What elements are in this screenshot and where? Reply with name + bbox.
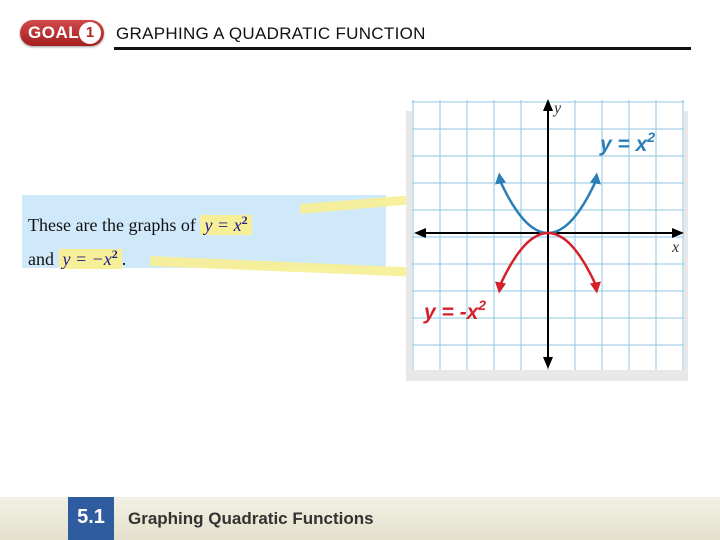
footer-bar: [0, 497, 720, 540]
x-axis-label: x: [672, 239, 680, 256]
goal-number: 1: [79, 22, 101, 44]
section-title: Graphing Quadratic Functions: [128, 509, 374, 528]
label-bottom-main: y = -x: [424, 301, 479, 324]
goal-label: GOAL: [28, 23, 80, 42]
eq2-exponent: 2: [111, 247, 118, 261]
eq1-main: y = x: [204, 215, 242, 235]
eq1-exponent: 2: [241, 213, 248, 227]
section-number: 5.1: [77, 506, 105, 528]
label-top-exponent: 2: [647, 129, 656, 145]
quadratic-graph: [402, 97, 692, 382]
label-y-equals-x-squared: [599, 129, 655, 156]
section-badge: [68, 497, 114, 540]
callout-line2-suffix: .: [121, 249, 127, 269]
label-top-main: y = x: [600, 133, 648, 156]
label-y-equals-neg-x-squared: [423, 297, 486, 324]
graph-canvas: [402, 97, 692, 382]
eq2-main: y = −x: [62, 249, 112, 269]
label-bottom-exponent: 2: [478, 297, 487, 313]
callout-line2-prefix: and: [28, 249, 54, 269]
page-title: GRAPHING A QUADRATIC FUNCTION: [116, 24, 426, 43]
callout-line1-prefix: These are the graphs of: [28, 215, 196, 235]
y-axis-label: y: [554, 100, 562, 117]
